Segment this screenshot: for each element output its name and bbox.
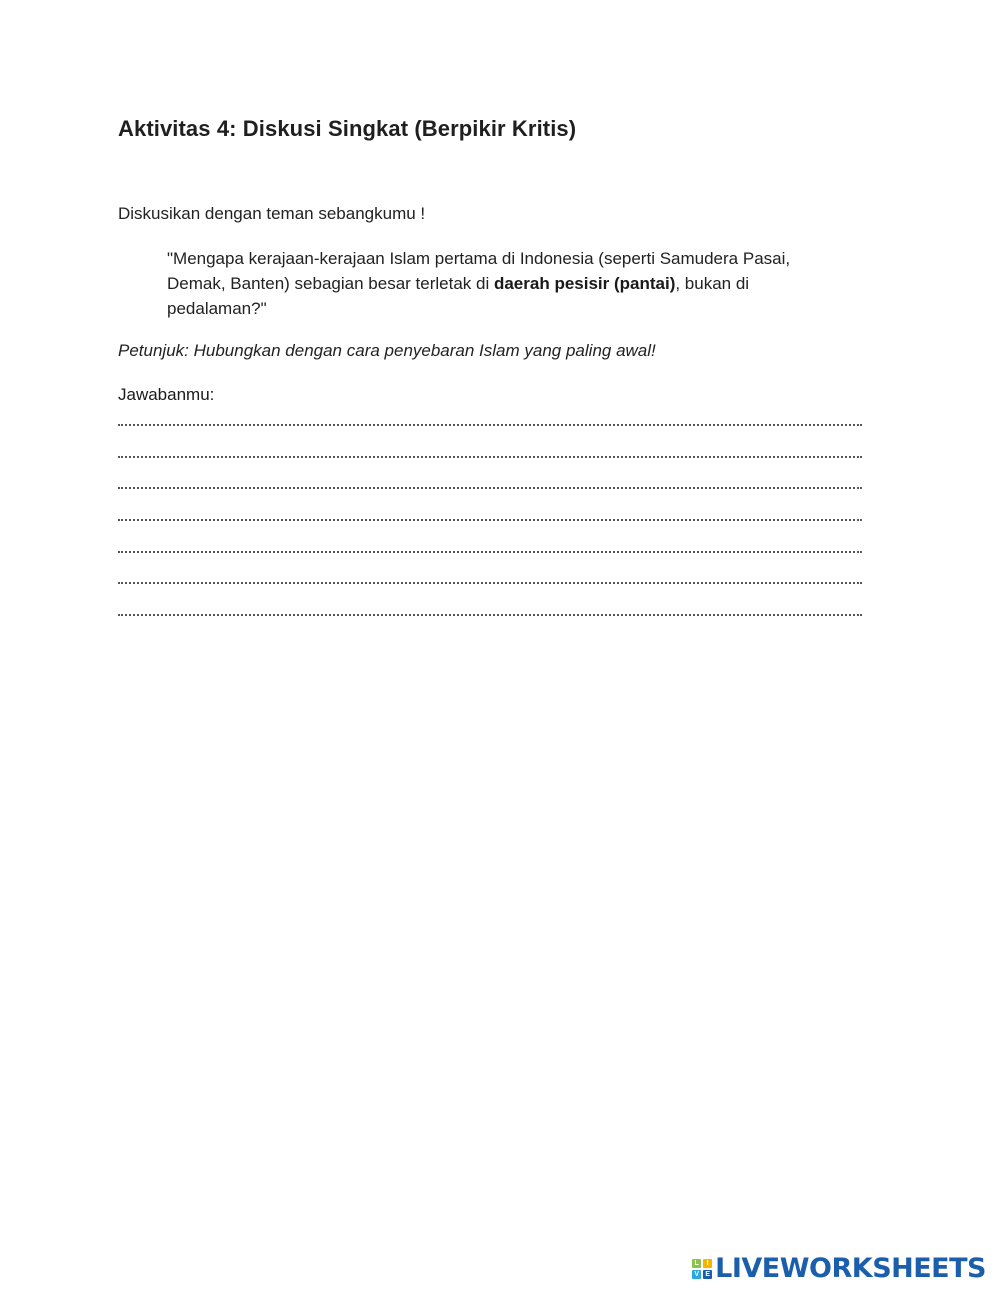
liveworksheets-wordmark: LIVEWORKSHEETS bbox=[715, 1253, 986, 1284]
answer-line-5[interactable] bbox=[118, 521, 862, 553]
logo-letter-e: E bbox=[703, 1270, 712, 1279]
question-text-start: "Mengapa kerajaan-kerajaan Islam pertama di Indonesia (seperti Samudera Pasai, Demak, Banten) sebagian besar terletak di bbox=[167, 249, 791, 293]
discussion-question bbox=[167, 246, 847, 321]
liveworksheets-brand bbox=[692, 1253, 986, 1284]
instruction-text: Diskusikan dengan teman sebangkumu ! bbox=[118, 204, 426, 223]
question-emphasis: daerah pesisir (pantai) bbox=[493, 274, 676, 293]
answer-label: Jawabanmu: bbox=[118, 385, 215, 404]
question-text-end: , bukan di pedalaman?" bbox=[167, 274, 750, 318]
logo-letter-v: V bbox=[692, 1270, 701, 1279]
logo-letter-l: L bbox=[692, 1259, 701, 1268]
answer-line-2[interactable] bbox=[118, 426, 862, 458]
answer-line-3[interactable] bbox=[118, 458, 862, 490]
logo-letter-i: I bbox=[703, 1259, 712, 1268]
activity-title: Aktivitas 4: Diskusi Singkat (Berpikir Kritis) bbox=[118, 116, 577, 141]
answer-line-4[interactable] bbox=[118, 489, 862, 521]
answer-line-6[interactable] bbox=[118, 553, 862, 585]
answer-area bbox=[118, 420, 862, 616]
answer-line-7[interactable] bbox=[118, 584, 862, 616]
liveworksheets-logo-icon bbox=[692, 1259, 712, 1279]
hint-text: Petunjuk: Hubungkan dengan cara penyebaran Islam yang paling awal! bbox=[118, 341, 656, 360]
